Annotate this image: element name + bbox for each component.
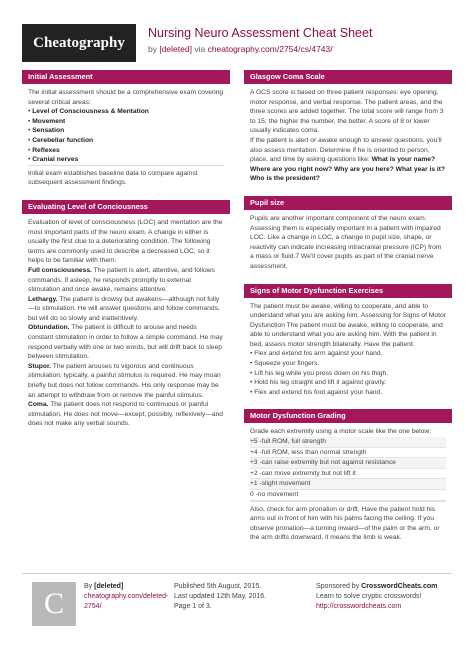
initial-intro: The initial assessment should be a comprehensive exam covering several critical areas:	[28, 89, 224, 106]
grading-intro: Grade each extremity using a motor scale like the one below:	[250, 428, 432, 436]
grading-table	[250, 437, 446, 501]
list-item: • Level of Consciousness & Mentation	[28, 108, 149, 116]
cheatography-c-logo: C	[32, 582, 76, 626]
sponsor-tagline: Learn to solve cryptic crosswords!	[316, 593, 422, 600]
table-row: +4 -full ROM, less than normal strength	[250, 448, 446, 459]
table-row: +1 -slight movement	[250, 479, 446, 490]
list-item: • Flex and extend his arm against your hand.	[250, 350, 383, 358]
loc-term: Lethargy. The patient is drowsy but awakens—although not fully—to stimulation. He will answer questions and follow commands, but will do so slowly and inattentively.	[28, 295, 220, 322]
list-item: • Hold his leg straight and lift it against gravity.	[250, 379, 387, 387]
sponsor-link[interactable]: http://crosswordcheats.com	[316, 603, 402, 610]
table-row: +5 -full ROM, full strength	[250, 437, 446, 448]
page-header	[22, 24, 452, 64]
list-item: • Cerebellar function	[28, 136, 94, 144]
gcs-p2: If the patient is alert or awake enough to answer questions, you'll also assess mentation. Determine if he is oriented to person, place, and time by asking questions like: What is your name? Where are you right now? Why are you here? What year is it? Who is the president?	[250, 136, 446, 183]
byline-via: via	[191, 44, 208, 54]
section-heading: Glasgow Coma Scale	[244, 70, 452, 84]
list-item: • Sensation	[28, 127, 65, 135]
loc-intro: Evaluation of level of consciousness (LOC) and mentation are the most important parts of the neuro exam. A change in either is usually the first clue to a deteriorating condition. The following terms are commonly used to describe a decreased LOC, so it helps to be familiar with them:	[28, 218, 223, 265]
grading-outro: Also, check for arm pronation or drift. Have the patient hold his arms out in front of him with his palms facing the ceiling. If you observe pronation—a turning inward—of the palm or the arm, or the arm drifts downward, it means the limb is weak.	[250, 501, 446, 543]
loc-term: Coma. The patient does not respond to continuous or painful stimulation. He does not move—except, possibly, reflexively—and does not make any verbal sounds.	[28, 401, 224, 428]
section-heading: Motor Dysfunction Grading	[244, 409, 452, 423]
grading-section	[244, 409, 452, 547]
sheet-url-link[interactable]: cheatography.com/2754/cs/4743/	[207, 44, 333, 54]
list-item: • Lift his leg while you press down on his thigh.	[250, 369, 389, 377]
footer-sponsor: Sponsored by CrosswordCheats.com Learn to solve cryptic crosswords! http://crosswordcheats.com	[316, 582, 452, 612]
section-heading: Pupil size	[244, 196, 452, 210]
loc-section	[22, 200, 230, 433]
sponsor-name[interactable]: CrosswordCheats.com	[361, 583, 438, 590]
list-item: • Reflexes	[28, 146, 60, 154]
gcs-p1: A GCS score is based on three patient responses: eye opening, motor response, and verbal response. The patient areas, and the three scores are added together. The total score will range from 3 to 15; the higher the number, the better. A score of 8 or lower usually indicates coma.	[250, 89, 444, 135]
list-item: • Squeeze your fingers.	[250, 360, 320, 368]
footer-author: By [deleted] cheatography.com/deleted-2754/	[84, 582, 174, 612]
byline-by: by	[148, 44, 160, 54]
section-heading: Signs of Motor Dysfunction Exercises	[244, 284, 452, 298]
list-item: • Movement	[28, 117, 66, 125]
page-number: Page 1 of 3.	[174, 603, 212, 610]
initial-list	[28, 107, 224, 165]
list-item: • Flex and extend his foot against your hand.	[250, 388, 383, 396]
initial-assessment-section	[22, 70, 230, 192]
footer-dates	[174, 582, 304, 612]
loc-term: Stupor. The patient arouses to vigorous and continuous stimulation; typically, a painful stimulus is required. He may moan briefly but does not follow commands. His only response may be an attempt to withdraw from or remove the painful stimulus.	[28, 362, 221, 399]
table-row: +2 -can move extremity but not lift it	[250, 469, 446, 480]
footer-author-name: [deleted]	[94, 583, 124, 590]
right-column	[244, 70, 452, 555]
footer-author-link[interactable]: cheatography.com/deleted-2754/	[84, 593, 169, 610]
section-heading: Initial Assessment	[22, 70, 230, 84]
pupil-text: Pupils are another important component of the neuro exam. Assessing them is especially important in a patient with impaired LOC. Like a change in LOC, a change in pupil size, shape, or reactivity can indicate increasing intracranial pressure (ICP) from a mass or fluid.7 We'll cover pupils as part of the cranial nerve assessment.	[250, 214, 442, 270]
loc-term: Obtundation. The patient is difficult to arouse and needs constant stimulation in order to follow a simple command. He may respond verbally with one or two words, but will drift back to sleep between stimulation.	[28, 324, 223, 361]
motor-section	[244, 284, 452, 402]
table-row: 0 -no movement	[250, 490, 446, 501]
left-column	[22, 70, 230, 441]
published-date: Published 5th August, 2015.	[174, 583, 262, 590]
motor-intro: The patient must be awake, willing to cooperate, and able to understand what you are asking him. Assessing for Signs of Motor Dysfunction The patient must be awake, willing to cooperate, and able to understand what you are asking him. With the patient in bed, assess motor strength bilaterally. Have the patient:	[250, 302, 446, 348]
page-footer	[22, 573, 452, 633]
table-row: +3 -can raise extremity but not against resistance	[250, 458, 446, 469]
page-title: Nursing Neuro Assessment Cheat Sheet	[148, 26, 373, 40]
initial-note: Initial exam establishes baseline data to compare against subsequent assessment findings.	[28, 165, 224, 188]
loc-term: Full consciousness. The patient is alert, attentive, and follows commands. If asleep, he responds promptly to external stimulation and once awake, remains attentive.	[28, 266, 215, 294]
byline	[148, 44, 333, 54]
list-item: • Cranial nerves	[28, 156, 79, 164]
pupil-section	[244, 196, 452, 276]
section-heading: Evaluating Level of Conciousness	[22, 200, 230, 214]
cheatography-logo[interactable]: Cheatography	[22, 24, 136, 62]
author-link[interactable]: [deleted]	[159, 44, 192, 54]
updated-date: Last updated 12th May, 2016.	[174, 593, 267, 600]
gcs-section	[244, 70, 452, 188]
